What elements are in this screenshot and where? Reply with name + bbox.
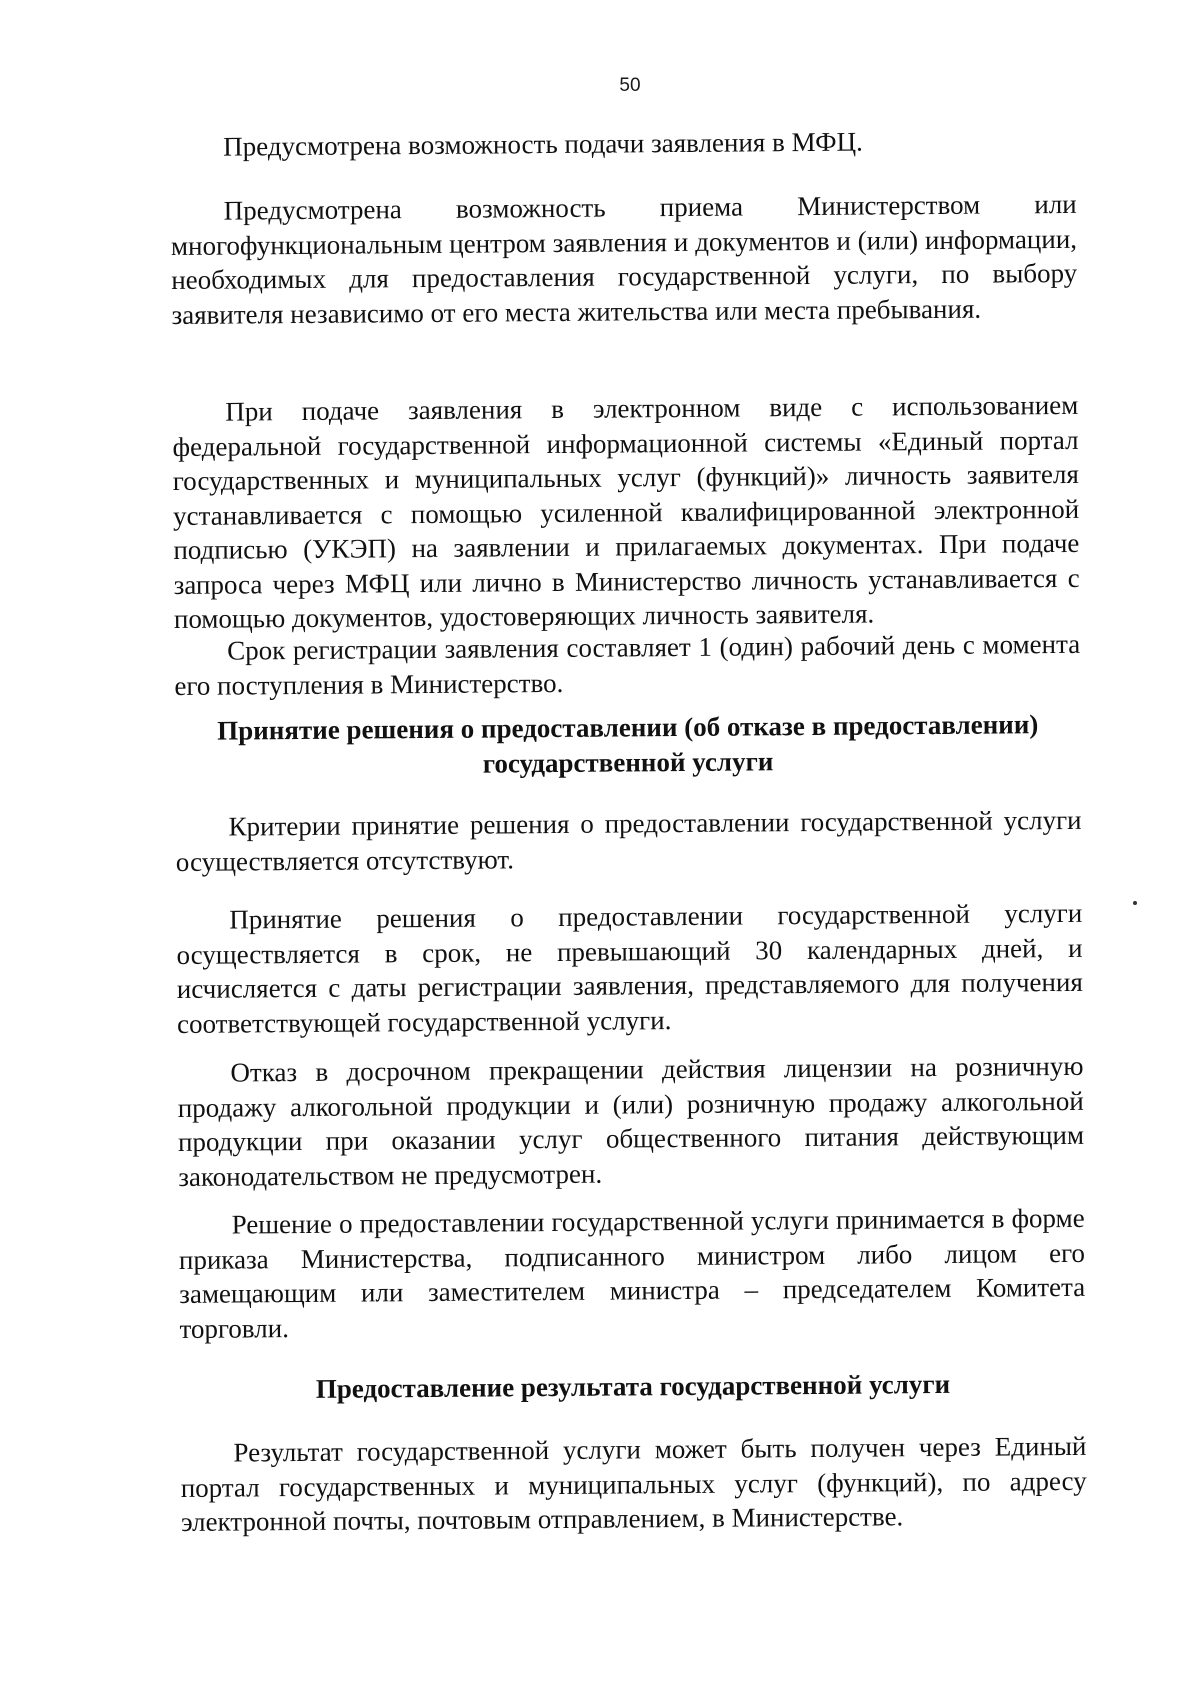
paragraph-registration-term: Срок регистрации заявления составляет 1 (один) рабочий день с момента его поступления в Министерство.	[174, 628, 1081, 701]
section-heading-decision: Принятие решения о предоставлении (об отказе в предоставлении) государственной услуги	[217, 709, 1039, 779]
paragraph-decision-term: Принятие решения о предоставлении государственной услуги осуществляется в срок, не превышающий 30 календарных дней, и исчисляется с даты регистрации заявления, представляемого для получения соответствующей государственной услуги.	[176, 897, 1083, 1039]
paragraph-result-delivery: Результат государственной услуги может быть получен через Единый портал государственных и муниципальных услуг (функций), по адресу электронной почты, почтовым отправлением, в Министерстве.	[180, 1430, 1087, 1537]
page-number: 50	[619, 75, 641, 96]
paragraph-decision-criteria: Критерии принятие решения о предоставлении государственной услуги осуществляется отсутствуют.	[175, 804, 1082, 877]
paragraph-decision-order: Решение о предоставлении государственной услуги принимается в форме приказа Министерства, подписанного министром либо лицом его замещающим или заместителем министра – председателем Комитета торговли.	[178, 1202, 1086, 1344]
scan-speck	[1133, 901, 1137, 905]
paragraph-refusal-license: Отказ в досрочном прекращении действия лицензии на розничную продажу алкогольной продукции и (или) розничную продажу алкогольной продукции при оказании услуг общественного питания действующим законодательством не предусмотрен.	[177, 1050, 1085, 1192]
paragraph-identity-verification: При подаче заявления в электронном виде с использованием федеральной государственной информационной системы «Единый портал государственных и муниципальных услуг (функций)» личность заявителя устанавливается с помощью усиленной квалифицированной электронной подписью (УКЭП) на заявлении и прилагаемых документах. При подаче запроса через МФЦ или лично в Министерство личность устанавливается с помощью документов, удостоверяющих личность заявителя.	[172, 389, 1080, 634]
paragraph-acceptance-location: Предусмотрена возможность приема Министерством или многофункциональным центром заявления и документов и (или) информации, необходимых для предоставления государственной услуги, по выбору заявителя независимо от его места жительства или места пребывания.	[170, 188, 1078, 330]
paragraph-mfc-submission: Предусмотрена возможность подачи заявления в МФЦ.	[223, 126, 863, 162]
section-heading-result: Предоставление результата государственной услуги	[315, 1368, 951, 1404]
document-body	[170, 113, 1087, 1537]
